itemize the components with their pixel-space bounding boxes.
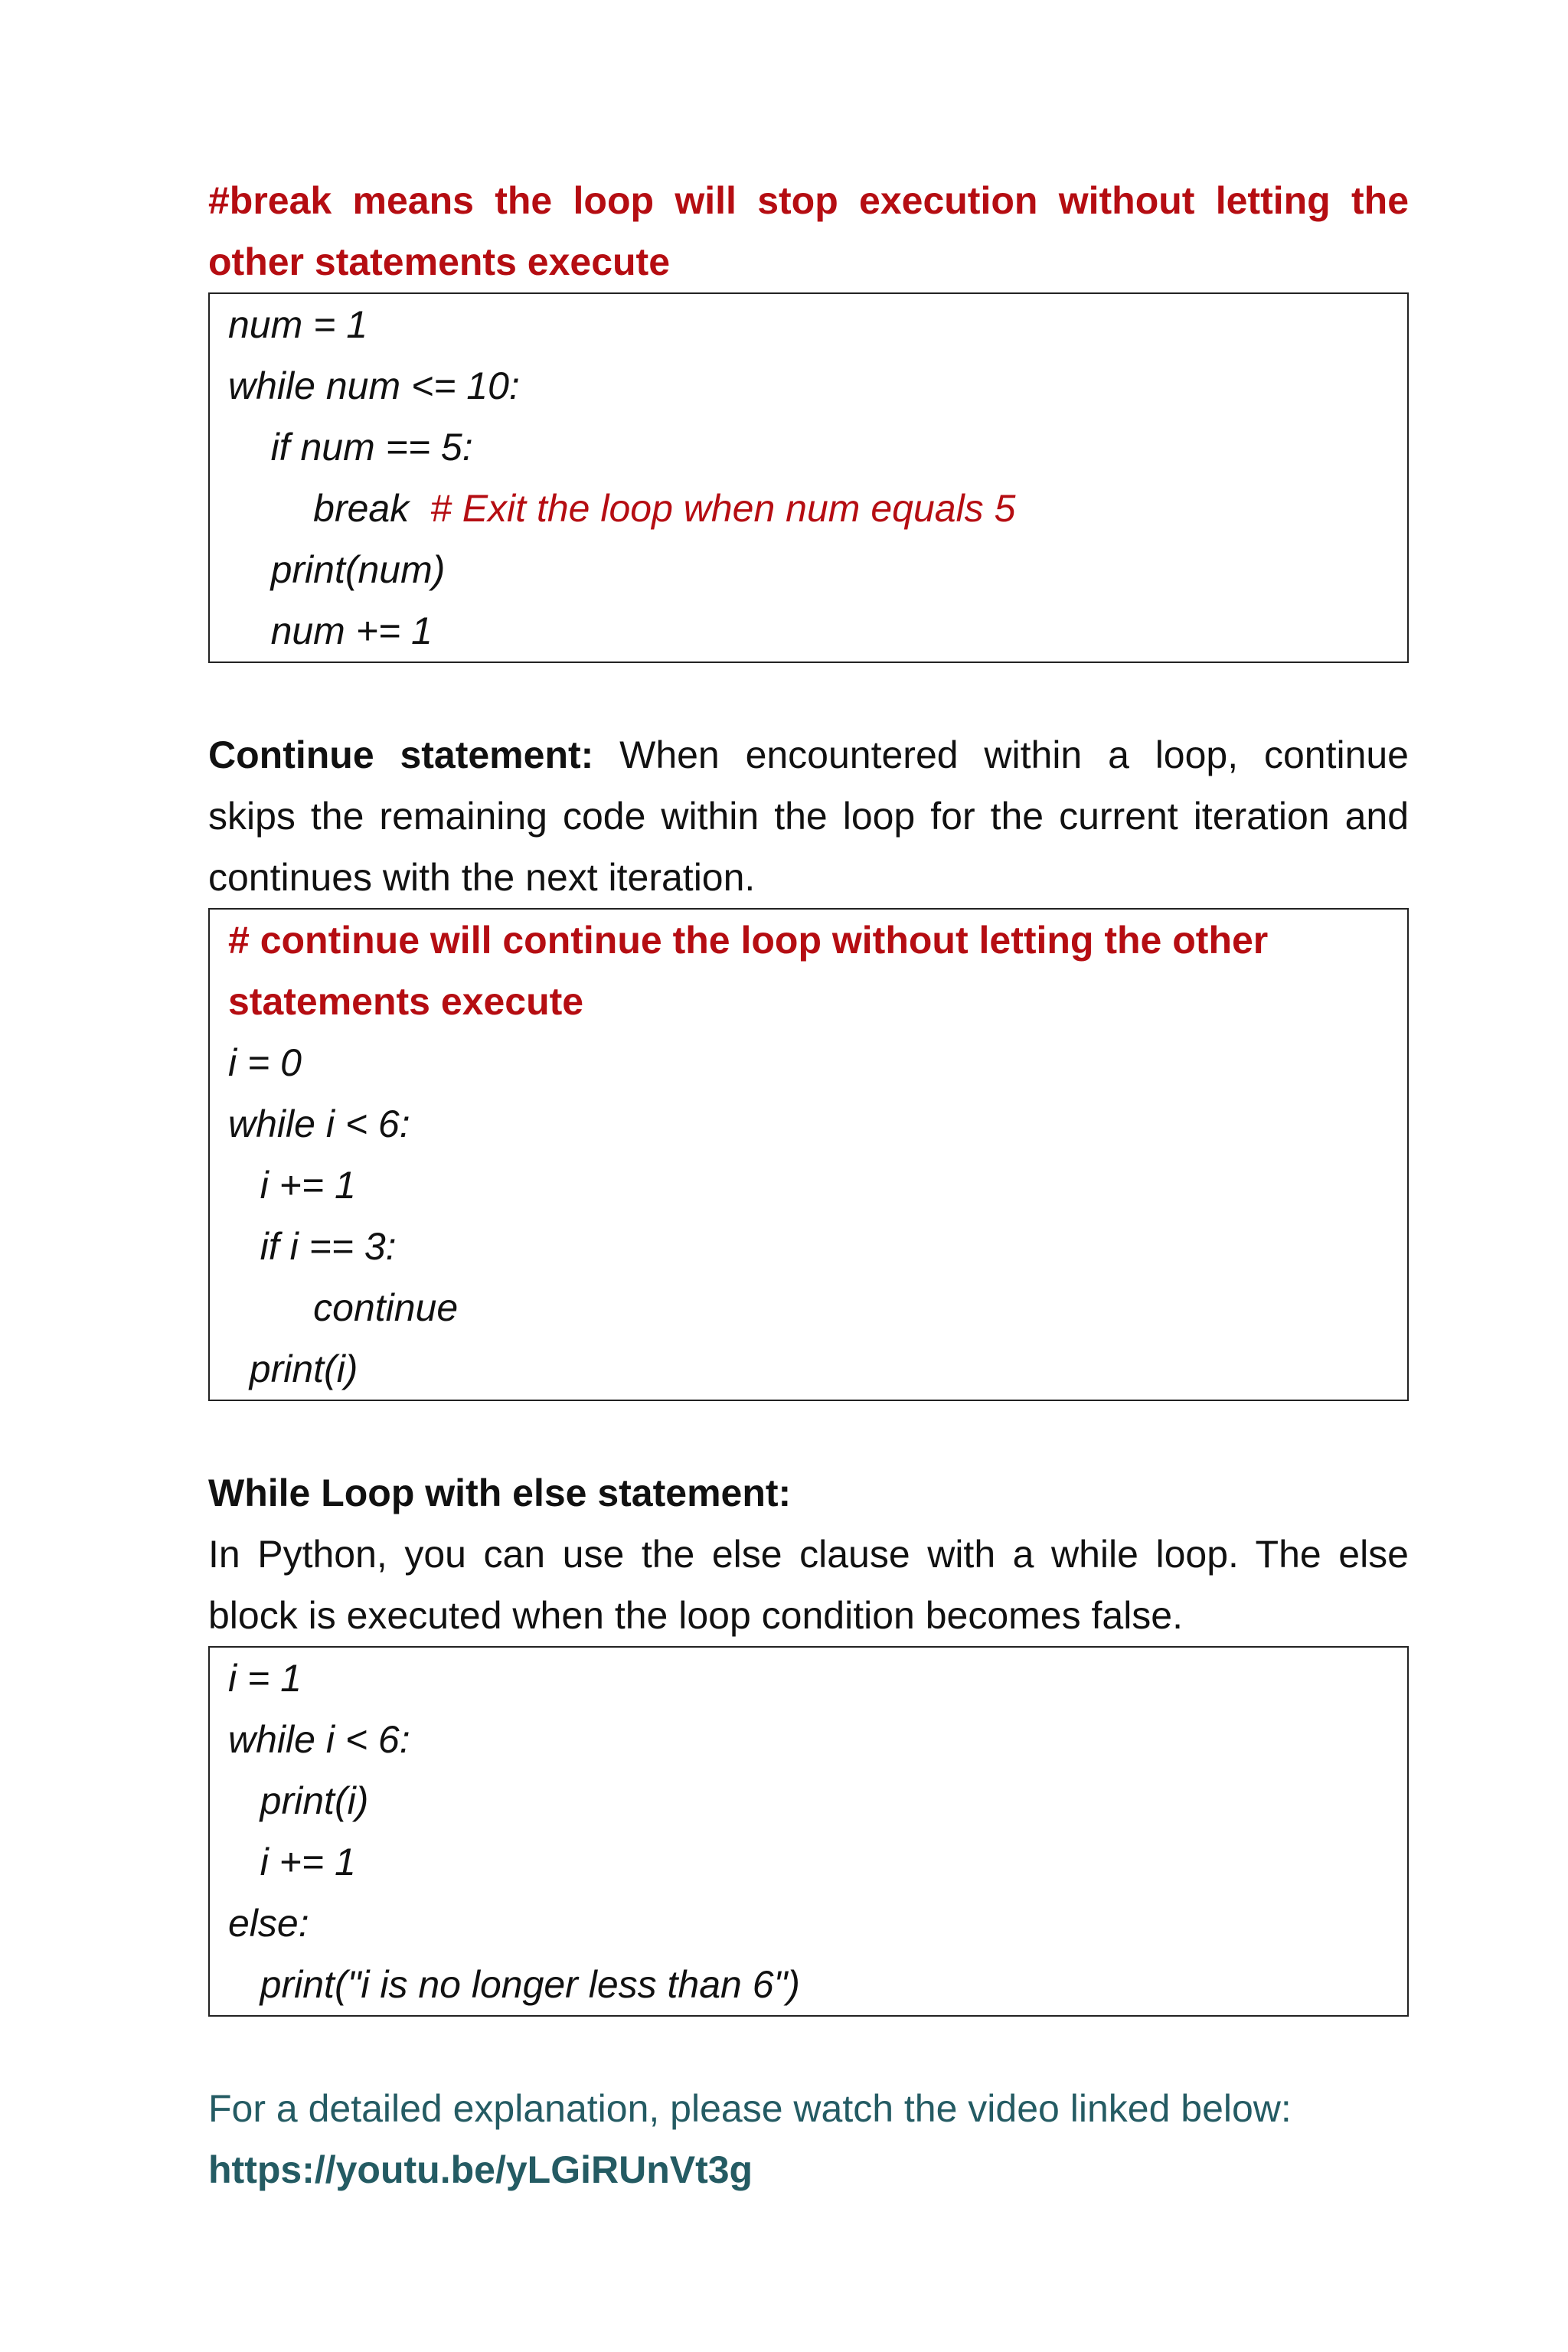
footer-text: For a detailed explanation, please watch the video linked below: — [208, 2087, 1292, 2130]
continue-heading: Continue statement: — [208, 733, 594, 776]
code-line: i = 0 — [228, 1041, 302, 1084]
continue-text-1: When encountered within a loop, continue — [593, 733, 1409, 776]
else-heading: While Loop with else statement: — [208, 1472, 792, 1514]
code-line: i = 1 — [228, 1657, 302, 1700]
code-line: num = 1 — [228, 303, 368, 346]
code-line: while num <= 10: — [228, 364, 520, 407]
else-paragraph-line-1: In Python, you can use the else clause with a while loop. The else — [208, 1533, 1409, 1576]
code-text: break — [228, 487, 430, 530]
else-paragraph-line-2: block is executed when the loop condition becomes false. — [208, 1594, 1183, 1637]
code-line: i += 1 — [228, 1841, 356, 1883]
code-line: print(i) — [228, 1779, 369, 1822]
code-line: else: — [228, 1902, 309, 1945]
code-line — [228, 478, 1407, 539]
break-comment-line-1: #break means the loop will stop execution without letting the — [208, 179, 1409, 222]
continue-code-box — [208, 908, 1409, 1401]
code-line: continue — [228, 1286, 459, 1329]
code-line: print("i is no longer less than 6") — [228, 1963, 800, 2006]
code-line: print(i) — [228, 1348, 358, 1390]
code-line: while i < 6: — [228, 1718, 410, 1761]
break-code-box — [208, 292, 1409, 663]
continue-box-comment-2: statements execute — [228, 980, 584, 1023]
code-line: while i < 6: — [228, 1102, 410, 1145]
video-link[interactable]: https://youtu.be/yLGiRUnVt3g — [208, 2148, 753, 2191]
continue-box-comment-1: # continue will continue the loop without letting the other — [228, 919, 1269, 962]
continue-paragraph-line-3: continues with the next iteration. — [208, 856, 756, 899]
else-code-box — [208, 1646, 1409, 2017]
document-page — [208, 170, 1409, 2200]
code-line: if num == 5: — [228, 426, 473, 469]
code-comment: # Exit the loop when num equals 5 — [430, 487, 1016, 530]
code-line: print(num) — [228, 548, 446, 591]
break-comment-line-2: other statements execute — [208, 240, 671, 283]
continue-paragraph-line-2: skips the remaining code within the loop for the current iteration and — [208, 795, 1409, 838]
code-line: if i == 3: — [228, 1225, 397, 1268]
continue-paragraph-line-1 — [208, 724, 1409, 786]
code-line: num += 1 — [228, 609, 433, 652]
code-line: i += 1 — [228, 1164, 356, 1207]
